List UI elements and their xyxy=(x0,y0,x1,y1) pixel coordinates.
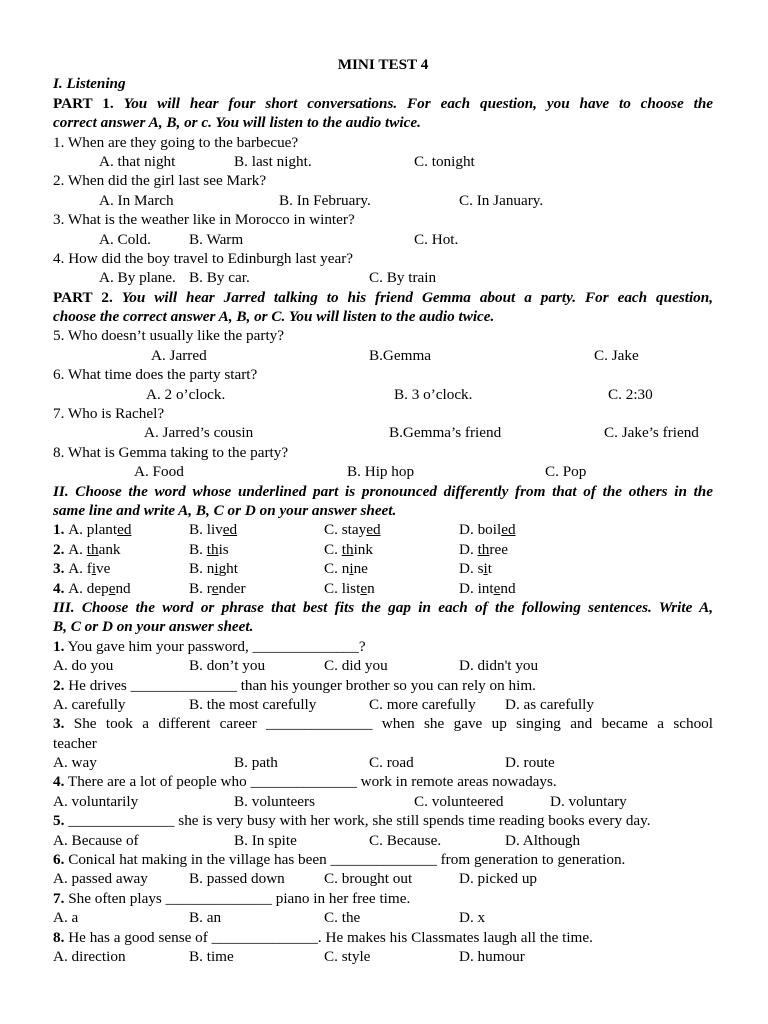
option-row xyxy=(53,152,713,171)
option-row xyxy=(53,462,713,481)
question-sentence: There are a lot of people who ______________ work in remote areas nowadays. xyxy=(64,773,557,791)
option-row xyxy=(53,695,713,714)
option-letter: D. xyxy=(459,579,478,597)
answer-option: B. time xyxy=(189,947,234,965)
section3-instruction-line1: III. Choose the word or phrase that best fits the gap in each of the following sentences. Write A, xyxy=(53,598,713,616)
answer-option: B. In spite xyxy=(234,831,297,849)
page-title: MINI TEST 4 xyxy=(337,56,429,73)
gap-fill-questions xyxy=(53,637,713,967)
underlined-part: th xyxy=(86,540,99,558)
word-part: t xyxy=(487,560,492,578)
word-part: dep xyxy=(86,579,109,597)
answer-option: D. humour xyxy=(459,947,525,965)
option-letter: C. xyxy=(324,560,342,578)
answer-option: A. Jarred xyxy=(151,346,207,364)
answer-option xyxy=(324,520,381,539)
question-number: 3. xyxy=(53,560,69,578)
question-number: 7. xyxy=(53,889,65,907)
answer-option: A. passed away xyxy=(53,870,148,888)
option-letter: B. xyxy=(189,521,207,539)
question-number: 1. xyxy=(53,637,65,655)
option-letter: B. xyxy=(189,560,207,578)
option-letter: B. xyxy=(189,579,207,597)
answer-option: C. more carefully xyxy=(369,695,476,713)
answer-option: A. direction xyxy=(53,947,126,965)
answer-option: B.Gemma’s friend xyxy=(389,424,502,442)
question-text: 1. When are they going to the barbecue? xyxy=(53,133,299,151)
part1-instruction-text: You will hear four short conversations. For each question, you have to choose the xyxy=(123,94,714,112)
word-part: ank xyxy=(98,540,121,558)
word-part: f xyxy=(86,560,92,578)
question-sentence: You gave him your password, ______________? xyxy=(64,637,366,655)
word-part: nd xyxy=(500,579,516,597)
answer-option: A. In March xyxy=(99,191,174,209)
answer-option: D. didn't you xyxy=(459,657,539,675)
answer-option xyxy=(459,559,492,578)
section2-instruction-line2: same line and write A, B, C or D on your answer sheet. xyxy=(53,501,397,519)
answer-option: C. did you xyxy=(324,657,388,675)
answer-option: A. do you xyxy=(53,657,114,675)
answer-option xyxy=(189,540,229,559)
part2-questions xyxy=(53,326,713,481)
option-row xyxy=(53,423,713,442)
option-letter: B. xyxy=(189,540,207,558)
word-part: ree xyxy=(489,540,508,558)
word-part: int xyxy=(477,579,494,597)
word-part: plant xyxy=(86,521,118,539)
option-row xyxy=(53,753,713,772)
question-text: 6. What time does the party start? xyxy=(53,366,258,384)
part1-label: PART 1. xyxy=(53,94,114,112)
answer-option: A. that night xyxy=(99,152,176,170)
question-text xyxy=(53,850,713,869)
option-row xyxy=(53,385,713,404)
option-letter: C. xyxy=(324,521,342,539)
question-sentence: She often plays ______________ piano in her free time. xyxy=(64,889,411,907)
answer-option: C. Pop xyxy=(545,463,587,481)
question-text xyxy=(53,928,713,947)
question-text: 3. What is the weather like in Morocco in winter? xyxy=(53,211,355,229)
answer-option xyxy=(53,520,131,539)
part2-instruction-line2: choose the correct answer A, B, or C. You will listen to the audio twice. xyxy=(53,308,495,326)
question-sentence: He drives ______________ than his younger brother so you can rely on him. xyxy=(64,676,536,694)
option-letter: A. xyxy=(68,560,87,578)
part1-questions xyxy=(53,133,713,288)
question-number: 8. xyxy=(53,928,65,946)
answer-option: A. 2 o’clock. xyxy=(146,385,226,403)
option-row xyxy=(53,230,713,249)
answer-option: A. Cold. xyxy=(99,230,151,248)
section2-instruction-line1: II. Choose the word whose underlined part is pronounced differently from that of the others in the xyxy=(53,482,713,500)
option-row xyxy=(53,947,713,966)
word-part: ne xyxy=(353,560,368,578)
answer-option: B. an xyxy=(189,909,222,927)
answer-option xyxy=(53,579,131,598)
answer-option xyxy=(459,540,508,559)
word-part: liv xyxy=(206,521,223,539)
answer-option: A. By plane. xyxy=(99,269,176,287)
question-text: 2. When did the girl last see Mark? xyxy=(53,172,267,190)
answer-option: B. path xyxy=(234,754,278,772)
word-part: n xyxy=(341,560,350,578)
pronunciation-questions xyxy=(53,520,713,598)
part2-label: PART 2. xyxy=(53,288,113,306)
underlined-part: th xyxy=(206,540,219,558)
answer-option xyxy=(53,559,110,578)
question-text xyxy=(53,637,713,656)
answer-option: C. style xyxy=(324,947,371,965)
part1-instruction-line2: correct answer A, B, or c. You will listen to the audio twice. xyxy=(53,114,421,132)
option-row xyxy=(53,346,713,365)
answer-option xyxy=(189,520,237,539)
answer-option xyxy=(324,559,368,578)
answer-option xyxy=(189,579,246,598)
option-letter: D. xyxy=(459,560,478,578)
question-number: 1. xyxy=(53,521,69,539)
part2-instruction-text: You will hear Jarred talking to his friend Gemma about a party. For each question, xyxy=(121,288,714,306)
answer-option: C. Jake xyxy=(594,346,639,364)
word-part: nder xyxy=(218,579,246,597)
answer-option: A. Because of xyxy=(53,831,139,849)
answer-option: B. volunteers xyxy=(234,792,315,810)
underlined-part: ed xyxy=(117,521,132,539)
answer-option: D. as carefully xyxy=(505,695,594,713)
answer-option: B. the most carefully xyxy=(189,695,317,713)
underlined-part: th xyxy=(477,540,490,558)
underlined-part: th xyxy=(341,540,354,558)
answer-option: C. Because. xyxy=(369,831,442,849)
answer-option: A. carefully xyxy=(53,695,126,713)
question-text: 8. What is Gemma taking to the party? xyxy=(53,443,289,461)
pronunciation-row xyxy=(53,579,713,598)
answer-option: C. road xyxy=(369,754,414,772)
word-part: ink xyxy=(353,540,373,558)
answer-option: D. route xyxy=(505,754,555,772)
answer-option: C. brought out xyxy=(324,870,413,888)
answer-option: B. In February. xyxy=(279,191,371,209)
answer-option: A. Jarred’s cousin xyxy=(144,424,254,442)
answer-option: B. By car. xyxy=(189,269,250,287)
part2-instruction-line1 xyxy=(53,288,713,307)
answer-option: A. Food xyxy=(134,463,184,481)
word-part: stay xyxy=(341,521,367,539)
pronunciation-row xyxy=(53,540,713,559)
question-text xyxy=(53,889,713,908)
question-text: 7. Who is Rachel? xyxy=(53,405,165,423)
underlined-part: e xyxy=(211,579,219,597)
underlined-part: e xyxy=(360,579,368,597)
option-letter: A. xyxy=(68,521,87,539)
option-row xyxy=(53,869,713,888)
question-text: 4. How did the boy travel to Edinburgh last year? xyxy=(53,249,354,267)
underlined-part: ed xyxy=(366,521,381,539)
answer-option: B. Hip hop xyxy=(347,463,415,481)
question-text xyxy=(53,811,713,830)
answer-option: B. 3 o’clock. xyxy=(394,385,473,403)
answer-option: C. In January. xyxy=(459,191,544,209)
option-row xyxy=(53,191,713,210)
option-row xyxy=(53,908,713,927)
word-part: n xyxy=(367,579,375,597)
word-part: s xyxy=(477,560,484,578)
question-number: 2. xyxy=(53,676,65,694)
answer-option: C. Hot. xyxy=(414,230,459,248)
answer-option: A. voluntarily xyxy=(53,792,139,810)
answer-option: C. 2:30 xyxy=(608,385,653,403)
underlined-part: i xyxy=(214,560,219,578)
underlined-part: ed xyxy=(501,521,516,539)
option-row xyxy=(53,792,713,811)
answer-option: D. Although xyxy=(505,831,581,849)
option-letter: C. xyxy=(324,540,342,558)
question-number: 6. xyxy=(53,851,65,869)
answer-option xyxy=(189,559,238,578)
question-text: 5. Who doesn’t usually like the party? xyxy=(53,327,285,345)
answer-option: D. voluntary xyxy=(550,792,627,810)
option-letter: C. xyxy=(324,579,342,597)
answer-option: C. volunteered xyxy=(414,792,504,810)
section-listening-heading: I. Listening xyxy=(53,75,126,93)
question-text xyxy=(53,676,713,695)
word-part: n xyxy=(206,560,215,578)
word-part: list xyxy=(341,579,361,597)
pronunciation-row xyxy=(53,559,713,578)
answer-option: C. Jake’s friend xyxy=(604,424,699,442)
option-row xyxy=(53,656,713,675)
answer-option xyxy=(53,540,121,559)
answer-option xyxy=(459,579,516,598)
word-part: nd xyxy=(115,579,131,597)
underlined-part: ed xyxy=(222,521,238,539)
underlined-part: e xyxy=(493,579,501,597)
underlined-part: i xyxy=(349,560,354,578)
answer-option: B. passed down xyxy=(189,870,285,888)
word-part: ght xyxy=(218,560,238,578)
question-number: 4. xyxy=(53,773,65,791)
section3-instruction-line2: B, C or D on your answer sheet. xyxy=(53,618,254,636)
part1-instruction-line1 xyxy=(53,94,713,113)
question-number: 4. xyxy=(53,579,69,597)
option-letter: A. xyxy=(68,579,87,597)
question-sentence: He has a good sense of ______________. He makes his Classmates laugh all the time. xyxy=(64,928,593,946)
question-number: 3. xyxy=(53,715,65,733)
underlined-part: e xyxy=(108,579,116,597)
answer-option: B. last night. xyxy=(234,152,312,170)
question-text xyxy=(53,714,713,733)
answer-option: B.Gemma xyxy=(369,346,432,364)
answer-option: C. tonight xyxy=(414,152,475,170)
question-text-cont: teacher xyxy=(53,734,97,752)
question-sentence: ______________ she is very busy with her work, she still spends time reading books every day. xyxy=(64,812,651,830)
underlined-part: i xyxy=(483,560,488,578)
answer-option xyxy=(324,540,373,559)
question-text xyxy=(53,772,713,791)
answer-option: B. don’t you xyxy=(189,657,266,675)
question-sentence: Conical hat making in the village has been ______________ from generation to generation. xyxy=(64,851,626,869)
word-part: r xyxy=(206,579,212,597)
option-row xyxy=(53,831,713,850)
option-letter: D. xyxy=(459,521,478,539)
pronunciation-row xyxy=(53,520,713,539)
answer-option: D. x xyxy=(459,909,486,927)
option-letter: A. xyxy=(68,540,87,558)
document-page xyxy=(53,55,713,966)
underlined-part: i xyxy=(91,560,97,578)
answer-option: C. By train xyxy=(369,269,437,287)
question-number: 2. xyxy=(53,540,69,558)
answer-option: A. way xyxy=(53,754,97,772)
question-number: 5. xyxy=(53,812,65,830)
answer-option: C. the xyxy=(324,909,361,927)
word-part: is xyxy=(218,540,229,558)
answer-option: A. a xyxy=(53,909,79,927)
question-sentence: She took a different career ______________ when she gave up singing and became a school xyxy=(64,715,713,733)
answer-option xyxy=(324,579,375,598)
answer-option xyxy=(459,520,516,539)
word-part: boil xyxy=(477,521,502,539)
word-part: ve xyxy=(96,560,111,578)
option-letter: D. xyxy=(459,540,478,558)
option-row xyxy=(53,268,713,287)
answer-option: D. picked up xyxy=(459,870,538,888)
answer-option: B. Warm xyxy=(189,230,244,248)
